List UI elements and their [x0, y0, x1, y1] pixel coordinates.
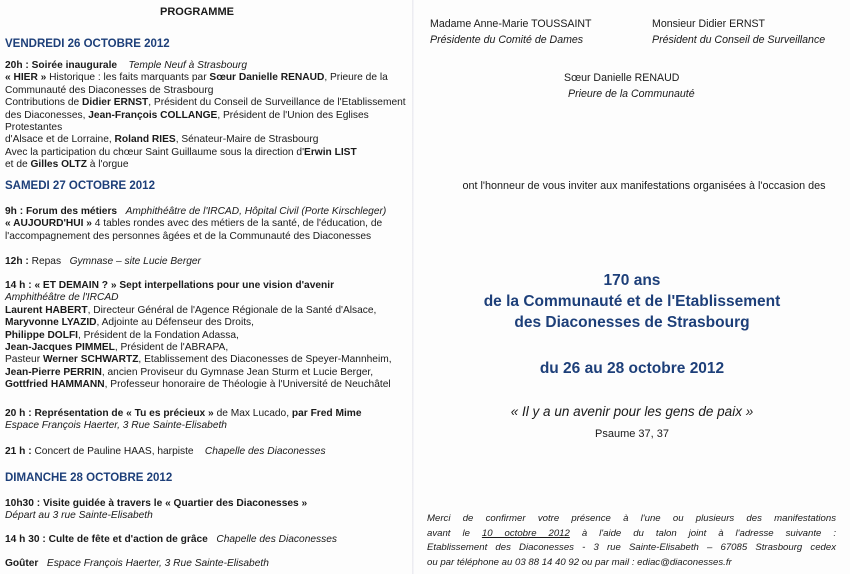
headline-anniversary: 170 ans [603, 272, 661, 289]
sunday-heading: DIMANCHE 28 OCTOBRE 2012 [5, 472, 173, 484]
show-block: 20 h : Représentation de « Tu es précieux » de Max Lucado, par Fred Mime Espace François Haerter, 3 Rue Sainte-Elisabeth [5, 408, 362, 432]
demain-block: 14 h : « ET DEMAIN ? » Sept interpellations pour une vision d'avenir Amphithéâtre de l'IRCAD Laurent HABERT, Directeur Général de l'Agence Régionale de la Santé d'Alsace, Maryvonne LYAZID, Adjointe au Défenseur des Droits, Philippe DOLFI, Président de la Fondation Adassa, Jean-Jacques PIMMEL, Président de l'ABRAPA, Pasteur Werner SCHWARTZ, Etablissement des Diaconesses de Speyer-Mannheim, Jean-Pierre PERRIN, ancien Proviseur du Gymnase Jean Sturm et Lucie Berger, Gottfried HAMMANN, Professeur honoraire de Théologie à l'Université de Neuchâtel [5, 280, 392, 391]
signatory-ernst: Monsieur Didier ERNST Président du Conseil de Surveillance [652, 18, 826, 46]
headline-diaconesses: des Diaconesses de Strasbourg [514, 314, 750, 331]
service-block: 14 h 30 : Culte de fête et d'action de grâce Chapelle des Diaconesses [5, 534, 337, 545]
psalm-reference: Psaume 37, 37 [595, 428, 669, 440]
lunch-block: 12h : Repas Gymnase – site Lucie Berger [5, 256, 201, 267]
programme-title: PROGRAMME [160, 6, 234, 18]
concert-block: 21 h : Concert de Pauline HAAS, harpiste Chapelle des Diaconesses [5, 446, 326, 457]
invitation-text: ont l'honneur de vous inviter aux manifestations organisées à l'occasion des [462, 180, 826, 192]
friday-block: 20h : Soirée inaugurale Temple Neuf à Strasbourg « HIER » Historique : les faits marquants par Sœur Danielle RENAUD, Prieure de la Communauté des Diaconesses de Strasbourg Contributions de Didier ERNST, Président du Conseil de Surveillance de l'Etablissement des Diaconesses, Jean-François COLLANGE, Président de l'Union des Eglises Protestantes d'Alsace et de Lorraine, Roland RIES, Sénateur-Maire de Strasbourg Avec la participation du chœur Saint Guillaume sous la direction d'Erwin LIST et de Gilles OLTZ à l'orgue [5, 60, 406, 171]
signatory-toussaint: Madame Anne-Marie TOUSSAINT Présidente du Comité de Dames [430, 18, 592, 46]
saturday-heading: SAMEDI 27 OCTOBRE 2012 [5, 180, 155, 192]
quote: « Il y a un avenir pour les gens de paix » [510, 404, 754, 419]
signatory-renaud: Sœur Danielle RENAUD Prieure de la Communauté [564, 72, 695, 100]
event-dates: du 26 au 28 octobre 2012 [539, 360, 725, 377]
friday-heading: VENDREDI 26 OCTOBRE 2012 [5, 38, 170, 50]
rsvp-deadline: 10 octobre 2012 [481, 527, 570, 539]
gouter-block: Goûter Espace François Haerter, 3 Rue Sainte-Elisabeth [5, 558, 269, 569]
visit-block: 10h30 : Visite guidée à travers le « Quartier des Diaconesses » Départ au 3 rue Sainte-Elisabeth [5, 498, 308, 522]
invitation-panel [414, 0, 850, 574]
headline-community: de la Communauté et de l'Etablissement [483, 293, 781, 310]
rsvp-note: Merci de confirmer votre présence à l'une ou plusieurs des manifestations avant le 10 octobre 2012 à l'aide du talon joint à l'adresse suivante : Etablissement des Diaconesses - 3 rue Sainte-Elisabeth – 67085 Strasbourg cedex ou par téléphone au 03 88 14 40 92 ou par mail : ediac@diaconesses.fr [427, 513, 836, 568]
forum-block: 9h : Forum des métiers Amphithéâtre de l'IRCAD, Hôpital Civil (Porte Kirschleger) « AUJOURD'HUI » 4 tables rondes avec des métiers de la santé, de l'éducation, de l'accompagnement des personnes âgées et de la Communauté des Diaconesses [5, 206, 387, 242]
